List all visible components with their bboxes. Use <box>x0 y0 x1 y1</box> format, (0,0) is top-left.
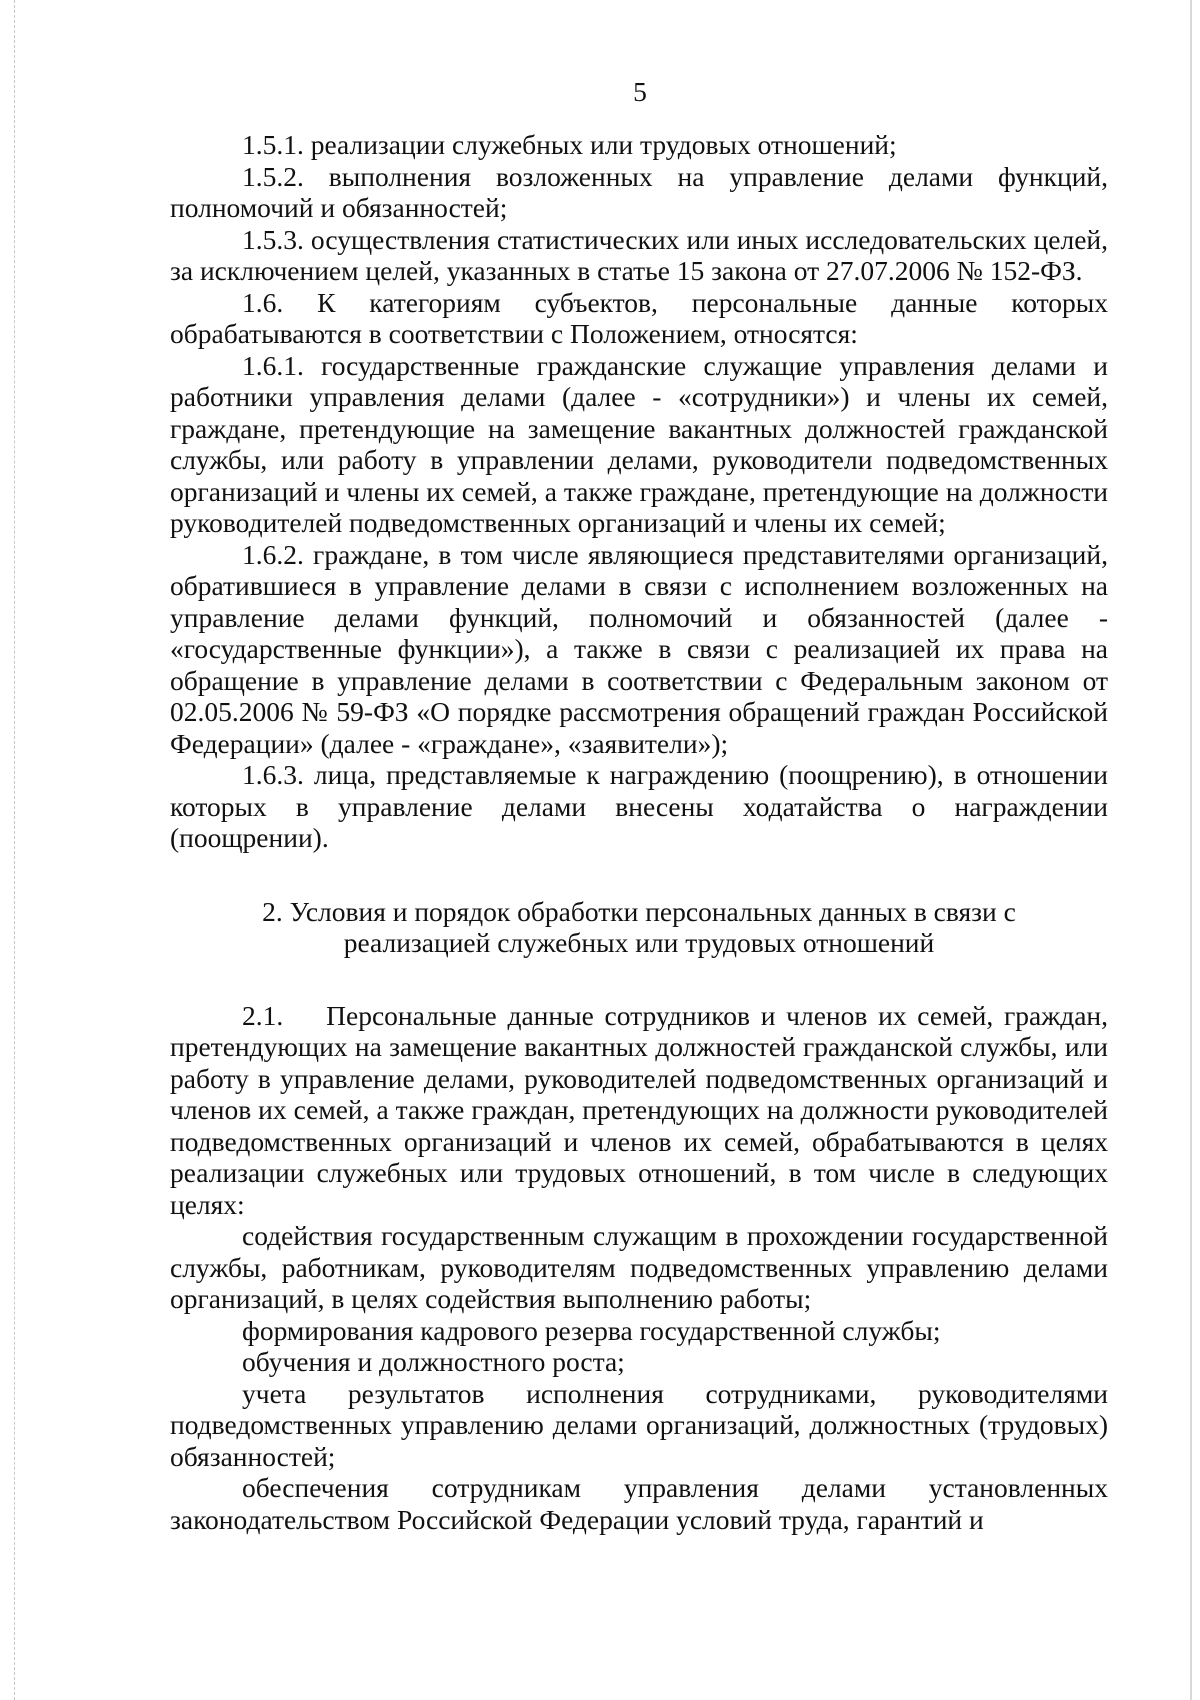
paragraph-1-6-3: 1.6.3. лица, представляемые к награждению (поощрению), в отношении которых в управление делами внесены ходатайства о награждении (поощрении). <box>170 759 1108 853</box>
section-heading <box>170 896 1108 959</box>
paragraph-1-5-1: 1.5.1. реализации служебных или трудовых отношений; <box>242 129 897 160</box>
paragraph-purpose-1: содействия государственным служащим в прохождении государственной службы, работникам, руководителям подведомственных управлению делами организаций, в целях содействия выполнению работы; <box>170 1220 1108 1314</box>
paragraph-1-6: 1.6. К категориям субъектов, персональные данные которых обрабатываются в соответствии с Положением, относятся: <box>170 286 1108 349</box>
paragraph-1-6-2: 1.6.2. граждане, в том числе являющиеся представителями организаций, обратившиеся в управление делами в связи с исполнением возложенных на управление делами функций, полномочий и обязанностей (далее - «государственные функции»), а также в связи с реализацией их права на обращение в управление делами в соответствии с Федеральным законом от 02.05.2006 № 59-ФЗ «О порядке рассмотрения обращений граждан Российской Федерации» (далее - «граждане», «заявители»); <box>170 538 1108 759</box>
page-number: 5 <box>633 76 647 107</box>
paragraph-1-6-1: 1.6.1. государственные гражданские служащие управления делами и работники управления делами (далее - «сотрудники») и члены их семей, граждане, претендующие на замещение вакантных должностей гражданской службы, или работу в управлении делами, руководители подведомственных организаций и члены их семей, а также граждане, претендующие на должности руководителей подведомственных организаций и члены их семей; <box>170 349 1108 538</box>
paragraph-purpose-2: формирования кадрового резерва государственной службы; <box>242 1314 941 1346</box>
section-heading-line-1: 2. Условия и порядок обработки персональных данных в связи с <box>262 895 1016 927</box>
paragraph-1-5-3: 1.5.3. осуществления статистических или иных исследовательских целей, за исключением целей, указанных в статье 15 закона от 27.07.2006 № 152-ФЗ. <box>170 223 1108 286</box>
paragraph-2-1: 2.1. Персональные данные сотрудников и членов их семей, граждан, претендующих на замещение вакантных должностей гражданской службы, или работу в управление делами, руководителей подведомственных организаций и членов их семей, а также граждан, претендующих на должности руководителей подведомственных организаций и членов их семей, обрабатываются в целях реализации служебных или трудовых отношений, в том числе в следующих целях: <box>170 999 1115 1220</box>
scan-edge-right <box>1190 0 1192 1700</box>
scan-edge-left <box>14 0 16 1700</box>
section-heading-line-2: реализацией служебных или трудовых отношений <box>343 927 935 958</box>
document-body <box>170 129 1115 1535</box>
paragraph-purpose-4: учета результатов исполнения сотрудниками, руководителями подведомственных управлению делами организаций, должностных (трудовых) обязанностей; <box>170 1377 1108 1472</box>
paragraph-purpose-3: обучения и должностного роста; <box>242 1346 625 1377</box>
paragraph-1-5-2: 1.5.2. выполнения возложенных на управление делами функций, полномочий и обязанностей; <box>170 160 1108 223</box>
paragraph-purpose-5: обеспечения сотрудникам управления делами установленных законодательством Российской Федерации условий труда, гарантий и <box>170 1472 1108 1535</box>
